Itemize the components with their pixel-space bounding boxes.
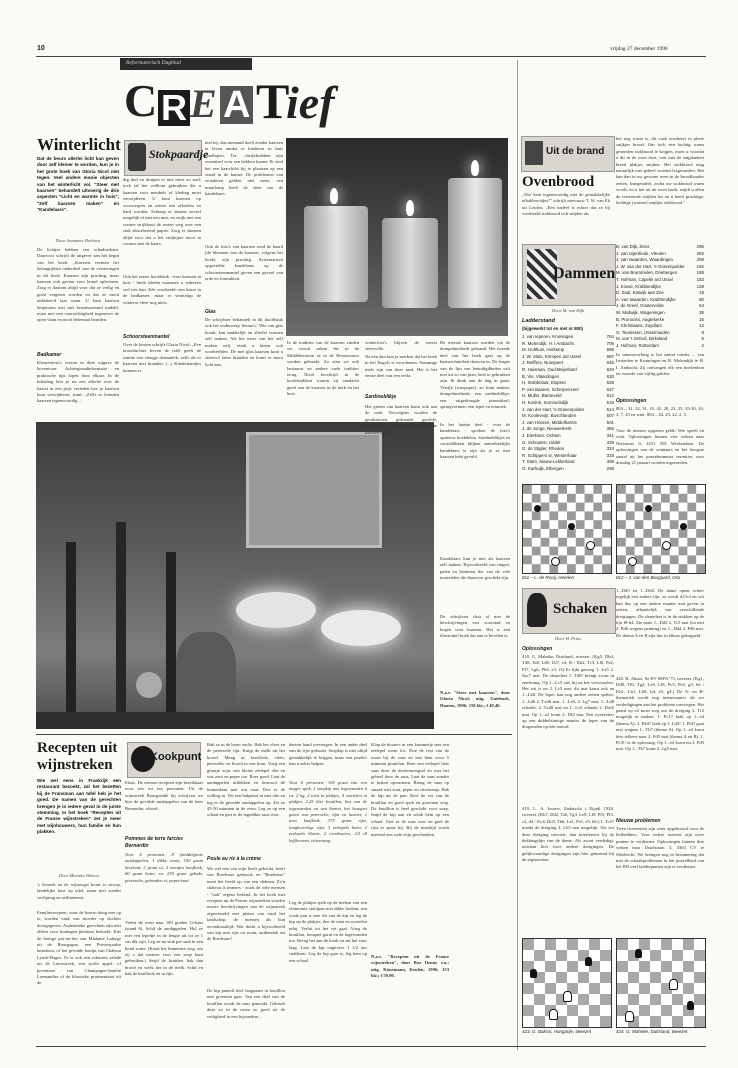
ladder-name: R. Huisman, Oud-Beijerland: [522, 366, 577, 372]
ladder-row: [616, 244, 704, 251]
ladder-score: 630: [606, 373, 614, 379]
ladder-name: J. Hofman, Rotterdam: [616, 342, 659, 348]
schaken-logo: [522, 588, 616, 634]
ladder-score: 687: [606, 353, 614, 359]
logo-letter-t: T: [256, 73, 290, 129]
ladder-name: G. de Stigter, Rheden: [522, 446, 565, 452]
kookpunt-recipe: Voor 4 personen: 8 (middelgrote aardappelen, 1 dikke room, 100 gram bieslook, 2 gram ui, 2 teentjes knoflook, 60 gram boter, ca. 250 gram gehakt, peterselie, gebraden ei, peper/zout: [125, 852, 203, 883]
candle-center-flame: [406, 200, 414, 216]
ladder-score: 308: [606, 459, 614, 465]
middle-body2: Ook de foto's van kaarsen rond de haard (de bloemen van de kaarsen, volgens het boek) zijn prachtig. Systematisch opgestelde kandelaars op de schoorsteenmantel geven een gevoel van orde en formaliteit.: [205, 244, 283, 282]
ladder-score: 612: [606, 393, 614, 399]
ladder-row: [616, 284, 704, 291]
dammen-note: In samenwerking is het aantal rondes ... van Iwaarden te Kruiningen en R. Molendijk te H. I. Ambacht. Zij ontvangen elk een boekenbon ter waarde van vijftig gulden.: [616, 352, 704, 377]
ladder-row: [616, 257, 704, 264]
ladder-name: J. W. Sluis, Krimpen a/d IJssel: [522, 353, 582, 359]
ladder-score: 514: [606, 406, 614, 412]
bottom-rule: [36, 1046, 706, 1047]
uit-de-brand-logo: [521, 136, 615, 172]
ladder-name: A. van Iwaarden, Krabbendijke: [616, 296, 676, 302]
ladder-row: [522, 407, 614, 414]
recepten-title: Recepten uit wijnstreken: [37, 740, 118, 773]
ladder-name: J. van Uijterlinde, Vleuten: [616, 250, 666, 256]
ladder-score: 208: [696, 257, 704, 263]
candles-photo-large: [36, 422, 434, 729]
ladder-name: H. Stobbelaar, Elspeet: [522, 380, 566, 386]
middle-sub-glas: Glas: [205, 309, 216, 315]
ladder-row: [522, 374, 614, 381]
stokpaardje-sub: Schoorsteenmantel: [123, 334, 170, 340]
chess-piece: [625, 1011, 634, 1022]
ladder-score: 18: [699, 290, 704, 296]
ladder-row: [616, 317, 704, 324]
piece: [586, 541, 595, 550]
logo-letter-c: C: [124, 75, 158, 126]
ladder-score: 341: [606, 432, 614, 438]
winterlicht-sub-badkamer: Badkamer: [37, 352, 62, 358]
ladder-name: G. Schouten, Uddel: [522, 439, 561, 445]
ladder-score: 36: [699, 309, 704, 315]
schaken-col2: 1...Dd5 en 1...Dd4. De dame opent echter regelijk een andere lijn, zo wordt d2-b4 en wit kan dus op een andere manier mat geven in zetten, afhankelijk van verschillende dreigingen. De sleutelzet is in de stukken op de lijn f8-b4. Zie mate 1...Dd3 2. Tc5 mat (en niet 2. Pd6 wegens penning) en 1...Dd4 2. Pd6 mat. De thema A en B zijn dus in elkaar gekoppeld.: [616, 588, 704, 638]
kookpunt-body2: Verhit de oven naar 180 graden Celsius (stand 6). Schil de aardappelen. Hol ze met een lepeltje in de lengte uit tot ze 1 cm dik zijn. Leg ze nu stuk per stuk in een koud water. (Kook het binnenste weg, om zij a dat meteen voor een soep kunt gebruiken.) Snijd de kruiden, bak dan brood en week het in de melk. Schil en hak de knoflook en ui fijn.: [125, 920, 203, 977]
ladder-row: [616, 251, 704, 258]
kookpunt-col3b: Voor 6 personen: 100 gram van een mager spek, 1 soepkip met ingewanden à ca. 2 kg, 2 uien in plakjes, 4 wortelen in plakjes, 2,25 liter bouillon, bos van de ingewanden en wat bonen, het bouquet garni van peterselie, tijm en laurier, 1 teen knoflook, 375 gram rijst, langkorrelige rijst, 3 eetlepels boter, 2 eetlepels bloem, 2 eierdooiers, 2,5 dl koffieroom, citroensap.: [289, 780, 367, 843]
ladder-score: 296: [696, 244, 704, 249]
ladder-row: [522, 459, 614, 466]
chess-diagram-424: [616, 938, 706, 1028]
candle-left-flame: [330, 188, 338, 204]
recepten-byline: Door Mariska Welters: [58, 873, 100, 878]
ladder-row: [616, 323, 704, 330]
draughts-board-811: [522, 484, 612, 574]
ladder-name: J. van Iwaarden, Waardingen: [616, 257, 673, 263]
candle-right: [448, 178, 502, 308]
ladder-score: 282: [696, 250, 704, 256]
ladder-row: [522, 347, 614, 354]
candle-left: [304, 206, 368, 302]
ladder-name: J. Reiffers, Nunspeet: [522, 360, 563, 366]
ladder-name: J. W. van der Hart, 's-Gravenpolder: [616, 263, 685, 269]
ladder-row: [616, 310, 704, 317]
ladder-row: [522, 393, 614, 400]
ladder-name: F. Christiaans, Zuydlam: [616, 323, 662, 329]
chess-piece: [530, 969, 537, 978]
ladder-row: [522, 360, 614, 367]
chess-piece: [635, 949, 642, 958]
kookpunt-logo: [127, 742, 201, 778]
ladder-score: 339: [606, 439, 614, 445]
logo-letter-a: A: [220, 86, 253, 124]
ladder-row: [616, 303, 704, 310]
ladder-score: 6: [701, 336, 704, 342]
ladder-subtitle: (bijgewerkt tot en met nr 800): [522, 326, 583, 331]
ladder-name: J. van Hooren, Middelharnis: [522, 419, 577, 425]
winterlicht-body2: Kleurenfoto's voeren in deze uitgave de boventoon. Achtergrondinformatie en praktische tips lopen door elkaar. In de inleiding lees je nu een allerlei over de kaarst in een prijs verleden hoe je kaarsen kunt verwijderen, want: „Zelfs er branden kaarsen tegenwoordig ...: [37, 360, 119, 404]
ladder-name: G. Karhuijk, Elbergen: [522, 465, 564, 471]
ladder-score: 80: [699, 296, 704, 302]
chess-piece-icon: [527, 593, 547, 627]
schaken-body: 418. G. Mahnke, Duisland, tweezet. (Kg5, Db4, Td8, Ta8, Ld8, Lb7, e4, f6 / Kb2, Tc3, Lf8, Pe2, Pf7, Lg6, Ph5, e3, f3) Er lijkt genoeg 1...Le5 2. Sac7 mat. De sleutelzet 1. Td8! brengt zwart in zetdwang. Op 1...Lc5 ziet hij na het verwisselen. Het wit is nu 2. Lc5 mat, dit mat komt ook na 1...Lb8. De loper kan nog andere zetten spelen: 1...Ld6 2. Txd6 mat, 1...Le6, 2. Lg7 mat, 1...Ld8 schaakt. 2. Txd8 mat en 1...Lc6 schaakt 2. Dxf6 mat. Op 1...e2 komt 2. Df2 mat. Een tweezetter op een dubbelzinnige manier de loper van de diagonalen op één aanval.: [522, 654, 614, 730]
logo-letter-r: R: [158, 90, 190, 126]
schaken-logo-text: Schaken: [553, 601, 608, 617]
ladder-name: B. van Dijk, Zeist: [616, 244, 649, 249]
ladder-row: [522, 334, 614, 341]
ladder-name: P. van Baaren, Scherpenzeel: [522, 386, 579, 392]
piece: [662, 541, 671, 550]
candle-right-flame: [471, 160, 479, 176]
kaarsen-col2g: De schrijfster sluit af met de beschrijvingen van voorraad en kopen voor kaarsen. Het is een illustratief boek dat aan te bevelen is.: [440, 614, 510, 639]
stokpaardje-body: dig titel en druipen er niet meer zo snel, toch tal het welkom gebruiken die u kaarsen voor meubels of kleding moet verwijderen. U kunt kaarsen op voorwerpen en zetten een afkoelen en hard worden. Schraap er daarna zoveel mogelijk af met een mes, en strijk met een warme strijkbout de resten weg over een stuk absorberend papier. Zorg er daarom altijd voor dat u het strijkijzer nooit in contact met de kaars.: [123, 177, 201, 247]
draughts-board-812: [616, 484, 706, 574]
apple: [136, 672, 162, 698]
brand-icon: [525, 141, 543, 165]
ladder-row: [616, 336, 704, 343]
board-caption-812: 812 – J. van den Bosgaard, Oss: [616, 575, 681, 580]
ladder-row: [522, 413, 614, 420]
window-frame: [246, 432, 382, 548]
ladder-score: 15: [699, 316, 704, 322]
kookpunt-logo-text: Kookpunt: [150, 751, 202, 763]
ladder-score: 188: [696, 270, 704, 276]
schaken-recipe-source: N.a.v. "Recepten uit de Franse wijnstreken", door Roz Denny e.a.; uitg. Könemann, Keulen, 1996; 153 blz.; f 59,90.: [371, 954, 449, 979]
masthead-paper: Reformatorisch Dagblad: [126, 60, 181, 66]
winterlicht-intro: Dat de beurs allerlei licht kan geven door zelf kleiner te worden, kun je in het grote boek van Gloria Nicol niet tegen. Veel andere mooie objecten van het winterlicht vol. "Steer met kaarsen" behandelt uitvoerig de drie aspecten "Licht en warmte in huis", "Zelf kaarsen maken" en "Kandelaars".: [37, 156, 119, 213]
kaarsen-sub-sardineblikje: Sardineblikje: [365, 394, 397, 400]
chess-piece: [563, 991, 572, 1002]
ladder-name: J. van der Hart, 's-Gravenpolder: [522, 406, 585, 412]
kaarsen-col2f: Kandelaars kun je met als kaarsen zelf maken. Bijvoorbeeld van ringen, palen en bladeren die van de vele materialen die daarvoor geschikt zijn.: [440, 556, 510, 581]
ladder-name: J. de Greef, Oostervolde: [616, 303, 664, 309]
ladder-score: 298: [606, 465, 614, 471]
schaken-col2c: Twee tweezetten zijn weer opgebouwd voor de liefhebbers. Voor iedere tweezet zijn twee punten te verdienen. Oplossingen binnen drie weken naar IJsselstraat 3, 3363 CV te Sliedrecht. We brengen nog in herinnering dat met de schaakproblemen in het puzzelblad van het RD veel ladderpunten zijn te verdienen.: [616, 826, 704, 870]
candle-center: [382, 218, 438, 308]
ladder-row: [522, 466, 614, 473]
bowl-candle-left: [236, 592, 316, 628]
piece: [628, 557, 637, 566]
dammen-logo-text: Dammen: [553, 265, 616, 282]
ladder-score: 128: [696, 283, 704, 289]
ladder-name: R. Schippers sr, Westerhaar: [522, 452, 577, 458]
ladder-row: [522, 426, 614, 433]
schaken-body3: 419. L. A. Issaew, Zadatschi i Etjudi 1928, tweezet. (Kb7, Dd2, Ta6, Tg3, Le8, Lf8, Pf5, Pf3, c2, d4 / Kc4, Dc8, Tb6, La1, Pe1, e5, h6.) 1. Tc5? maakt de dreiging 2. Lb5 mat mogelijk. Als wit deze dreiging uitvoert, dan interfereert hij de dekkingslijn van de dame. Als zwart verdedigt, ontstaat hier twee andere dreigingen. De gelijkwaardige dreigingen zijn hier genoemd bij de tegenzetten.: [522, 806, 614, 863]
ladder-name: M. van 't Geloof, Dirksland: [616, 336, 668, 342]
kaarsen-source: N.a.v. "Steer met kaarsen", door Gloria Nicol; uitg. Unieboek, Houten, 1996; 159 blz.; f 49,40.: [440, 690, 510, 708]
dammen-opl: 803 – 31, 32, 31, 10, 42, 28, 23, 25, 35-30, 10, 3, 7, 43 en wint. 804 – 44, 23, 22, 2, 5.: [616, 406, 704, 418]
ladder-row: [522, 420, 614, 427]
ladder-name: H. Konink, Sommelsdijk: [522, 399, 569, 405]
kookpunt-col3c: Leg de plakjes spek op de bodem van een vlamvaste stoofpan met dikke bodem, een ovale pan is zeer dit van de kip en leg de kip op de plakjes, doe de uien en wortelen erbij. Verhit tot het vet gaat. Voeg de bouillon, bouquet garni en de ingewanden toe. Breng het aan de kook en zet het vuur laag. Laat de kip ongeveer 1 1/2 uur sudderen. Leg de kip gaar is, leg hem op een schaal.: [289, 900, 367, 963]
ladder-score: 183: [696, 276, 704, 282]
ladder-name: W. Muilwijk, Wageningen: [616, 309, 665, 315]
kookpunt-col2c: De kip puntelt heel langzaam in bouillon met groenten gaar. Van een deel van de bouillon wordt de saus gemaakt. Gebruik deze zo in de room zo goed tot de vettigheid in een bijzondere...: [207, 988, 285, 1019]
kookpunt-col3: deeren hand toevoegen. In een ander deel van de rijst gekookt. Soepkip is niet altijd gemakkelijk te krijgen, maar een poelier kan u zeker helpen.: [289, 742, 367, 767]
ladder-name: J. Dierksen, Ochten: [522, 432, 561, 438]
dammen-logo: [522, 244, 616, 306]
ladder-name: M. Kooleveijn, Boschlanden: [522, 413, 577, 419]
chess-piece: [585, 957, 592, 966]
ladder-row: [522, 400, 614, 407]
ladder-row: [522, 367, 614, 374]
kookpunt-sub2: Poule au riz à la crème: [207, 856, 261, 862]
ladder-row: [522, 440, 614, 447]
ladder-score: 627: [606, 386, 614, 392]
piece: [645, 505, 652, 512]
kaarsen-col2b: Na een dan kun je merken dat het boek in het Engels is verschenen. Sommige titels zijn van deze aard. Het is het eerste deel van een reeks.: [365, 354, 437, 379]
ladder-score: 12: [699, 323, 704, 329]
kaarsen-col2e: In het laatste deel - over de kandelaars - spreken de foto's opnieuw boekdelen. Sardineblikjes en cacaoblikken blijken aantrekkelijke kandelaars te zijn als je ze met kaarsen hebt gevuld.: [440, 422, 510, 460]
ladder-score: 501: [606, 419, 614, 425]
chess-piece: [669, 979, 678, 990]
stokpaardje-body3: Over de kosten schrijft Gloria Nicol: „Een kroonluchter boven de tafel geeft de ruimte een vleugje dramatiek, zelfs als er kaarsen niet branden. (...) Kinderhandjes kunnen er: [123, 342, 201, 373]
recepten-body: 's Avonds na de wijnoogst komt er stroop, landelijke kost op tafel, maar niet zonder verfijning en raffinement.: [37, 882, 121, 900]
stokpaardje-logo: [124, 140, 209, 176]
chess-caption-423: 423. G. Bakcsi, Hongarije, tweezet: [522, 1029, 592, 1034]
ladder-score: 634: [606, 366, 614, 372]
schaken-byline: Door H. Prins: [555, 636, 581, 641]
ladder-name: B. Pronooss, Aagtekerke: [616, 316, 665, 322]
kookpunt-body: Elzas. De meeste recepten zijn bereikbaar voor iets tot ten personen. Uit de wijnstreek Bourgondië bij schrijven we hier de gevulde aardappelen van de heer Bernardin, oftwel:: [125, 780, 203, 811]
ladder-score: 64: [699, 303, 704, 309]
ladder-score: 688: [606, 347, 614, 353]
kookpunt-col2b: We wel een van wijn heeft gekookt, heeft van Bordeaux gehoord, en "Bordeaux" moet het beeld op van een château. Zo'n château is immers - zoals de vele mensen - "ook" ergens bekend. In het boek met recepten uit de Franse wijnstreken worden mooie beschrijvingen van de wijnstreek afgewisseld met platen van rond het landschap, de mensen als hun avondmaaltijd. Wat dacht u bijvoorbeeld van kip met rijst en room, authentiek uit de Bordeaux?: [207, 866, 285, 942]
ladder-row: [522, 453, 614, 460]
chess-piece: [687, 1001, 694, 1010]
ladder-name: J. de Jonge, Nieuwerkerk: [522, 426, 572, 432]
chess-diagram-423: [522, 938, 612, 1028]
ladder-name: J. van Ieperen, Kruiningen: [522, 334, 574, 339]
ladder-name: T. Hofman, Capelle a/d IJssel: [616, 276, 674, 282]
stokpaardje-logo-text: Stokpaardje: [149, 147, 209, 161]
dammen-byline: Door M. van Dijk: [552, 308, 584, 313]
ladder-name: M. van Brummelen, Driebergen: [616, 270, 678, 276]
kookpunt-sub: Pommes de terre farcies Bernardin: [125, 836, 184, 849]
ladder-row: [616, 270, 704, 277]
mid-rule: [36, 734, 512, 735]
piece: [551, 557, 560, 566]
ladder-name: R. Molendijk, H. I Ambacht: [522, 340, 574, 346]
ladder-name: J. Kosse, Krabbendijke: [616, 283, 661, 289]
ladder-row: [522, 446, 614, 453]
schaken-body2: Klap de dooiers in een kommetje met een eetlepel room los. Doe de rest van de room bij de saus en laat hem circa 5 minuten pruttelen. Roer een eetlepel hete saus door de dooiermengsel en roer het geheel door de saus. Laat de saus zonder te koken opwarmen. Breng de saus op smaak met zout, peper en citroensap. Hak de kip uit de pan. Kerf de vet van de bouillon en goed spek en groenten weg. De bouillon is heel geschikt voor soep. Snijd de kip aan en schik hem op een schaal. Giet er de saus over en geef de rijst er apart bij. Bij de maaltijd wordt meestal een rode wijn geschonken.: [371, 742, 449, 837]
ladder-score: 192: [696, 263, 704, 269]
stokpaardje-icon: [128, 143, 146, 171]
ladder-row: [616, 343, 704, 350]
ladder-title: Ladderstand: [522, 318, 556, 324]
winterlicht-byline: Door Jeannette Deelstra: [55, 238, 101, 243]
ladder-score: 628: [606, 380, 614, 386]
winterlicht-title: Winterlicht: [37, 135, 121, 154]
table-top: [36, 712, 434, 729]
piece: [680, 523, 687, 530]
ladder-score: 518: [606, 399, 614, 405]
candelabra-left: [66, 542, 76, 712]
masthead-logo: [124, 72, 424, 130]
ladder-name: G. Teunissen, IJsselmuiden: [616, 329, 670, 335]
ladder-score: 507: [606, 413, 614, 419]
dammen-opl2: Voor de nieuwe opgaven geldt: Wie speelt en wint. Oplossingen binnen vier weken naar Nettstraat 9, 4251 ND Werkendam. De oplossingen van de winnaars en het hoogste aantal uit het puzzelnummer rezenties voor dinsdag 21 januari worden ingezonden.: [616, 428, 704, 466]
ladder-score: 2: [701, 342, 704, 348]
board-caption-811: 811 – L. de Rooij, Heerlen: [522, 575, 574, 580]
ladder-row: [522, 341, 614, 348]
winterlicht-body: De lichtjes hebben een schaduwkant. Daarvoor schrijft de uitgever aan het begin van het boek: „Kaarsen vormen het belangrijkste onderdeel van de versieringen in dit boek. Kaarsen zijn prachtig, maar kaarsen ook gevaar voor brand opleveren. Zorg er daarom altijd voor dat ze veilig en goed vergeten worden en dat ze nooit onbeheerd laat staan. U kunt kaarsen bespeuren niet met brandwaarand middel, maar met een voorzichtigheid tegenover de open vlam en nooit helemaal branden.: [37, 247, 119, 323]
bowl-candle-right: [321, 610, 401, 646]
ladder-score: 645: [606, 360, 614, 366]
logo-letter-e: E: [190, 81, 217, 126]
ladder-score: 764: [606, 334, 614, 339]
ovenbrood-body2: het nog warm is, dit vaak resulteert in platte snijkjes brood. Om toch een luchtig warm gesneden stokbrood te krijgen, moet u voordat u dit in de oven doet, vast met de snijplanken breed plakjes snijden. Het stokbrood mag natuurlijk niet geheel worden losgesneden. Het kan dan in uw gewone oven in de broodhouder zetten. Integendeel, zodra uw stokbrood warm wordt, en u het uit de oven haalt, snijdt u allen de resterende snijden los en u heeft prachtige, luchtige (warme) snijdjes stokbrood.": [616, 136, 704, 206]
ladder-row: [616, 297, 704, 304]
ladder-row: [616, 264, 704, 271]
ladder-row: [522, 354, 614, 361]
ladder-row: [616, 290, 704, 297]
piece: [568, 523, 575, 530]
ladder-score: 324: [606, 446, 614, 452]
ladder-name: T. Stam, Nieuw-Lekkerland: [522, 459, 575, 465]
vase: [176, 632, 236, 712]
ladder-list-2: [616, 244, 704, 350]
ladder-score: 318: [606, 452, 614, 458]
ovenbrood-body: „Wie kent tegenwoordig niet de gemakkelijke afbakbroodjes?" schrijft mevrouw T. W. van Ek uit Leiden. „Een nadeel is echter dat ze bij voorbeeld stokbrood wilt snijden als: [522, 192, 610, 217]
ladder-score: 355: [606, 426, 614, 432]
middle-body3: De schrijfster behandelt in dit hoofdstuk ook het onderwerp 'thema's'. Wie van glas houdt, kan makkelijk en allerlei vormen zelf maken. Als het meer van het zelf maken wilt, vindt u hierin ook voorbeelden. De met glas kaarsen kunt u sfeervol laten branden en komt er mooi licht aan.: [205, 317, 283, 367]
ladder-row: [616, 330, 704, 337]
schaken-col2b: 420. H. Ahues, Se EV SEPA '75, tweezet. (Kg1, Dd8, Tf6, Tg2, Le8, Lf8, Pc5, Pe2, g3, h6 / Kh1, Lb1, Lb8, b4, e5, g4.) De A- en B-thematiek wordt nog interessanter als we verdedigingen aan het probleem toevoegen. Het paard op e2 moet weg om de dreiging 2. Tf2 mogelijk te maken. 1. Pc1? faalt op 1...e4 (thema A). 1. Pd4? faalt op 1. Ld3! 1. Pf4? gaat niet wegens 1...Tb7 (thema A). Op 1...e4 komt hier telkens naar 2. Pd5 mat (thema A en B). 1. Pc3!! is de oplossing. Op 1...e4 komt nu 2. Pd5 mat. Op 1...Tb7 komt 2. Lg5 mat.: [616, 676, 705, 752]
candelabra-mid: [116, 522, 126, 712]
ladder-name: H. Muller, Barneveld: [522, 393, 562, 399]
ovenbrood-title: Ovenbrood: [522, 174, 595, 190]
kookpunt-col2: Bak ze in de boter zacht. Hak het vlees en de peterselie fijn. Knijp de melk uit het brood. Meng ui, knoflook, vlees, peterselie en brood in een kom. Voeg een glaasje wijn, een kleine eetlepel olie en wat zout en peper toe. Roer goed. Laat de aardappelen uitlekken en bestrooi de binnenkant met wat zout. Doe er de vulling in. Vet een bakplaat in met olie en leg er de gevulde aardappelen op. Zet ze 45-50 minuten in de oven. Leg ze op een schaal en giet er de ingedikte saus over.: [207, 742, 285, 818]
chess-caption-424: 424. G. Mahnke, Duitsland, tweezet: [616, 1029, 688, 1034]
kaarsen-col2: winterfoto's blijven de meest sfeervolle.: [365, 340, 437, 352]
ladder-name: D. Zaal, Katwijk aan Zee: [616, 290, 664, 296]
recepten-intro: Wie wel eens in Frankrijk een restaurant bezoekt, zal het bezetten bij de Fransman aan tafel heb je het goed. De namen van de gerechten brengen je in iedere geval in de juiste stemming. In het boek "Recepten uit de Franse wijnstreken" zet je meer met wijnhouwers, hun familie en hun plakken.: [37, 778, 121, 835]
ladder-name: M. Holthuis, Herkamp: [522, 347, 565, 353]
ladder-row: [522, 380, 614, 387]
stokpaardje-body2: Ook het eerste hoofdstuk - over kaarsen in huis - biedt ideeën waarmee u iedereen wel iets kan. Eén voorbeeld: een kaars in de badkamer; maar er vernietigt de winterse sfeer nog niets.: [123, 274, 201, 305]
logo-letter-ief: ief: [286, 77, 335, 128]
kaarsen-col2d: Het gieten van kaarsen komt ook aan de orde. Vervolgens worden de geurkaarsen, gedraaide, gerolde, decoratieve, gekleurde en gesplitste kaarsen belicht.: [365, 404, 437, 435]
right-column-rule: [517, 60, 518, 1050]
schaken-sub-nieuwe: Nieuwe problemen: [616, 818, 661, 824]
page-number: 10: [37, 45, 45, 52]
top-rule: [36, 56, 706, 57]
chess-piece: [549, 1009, 558, 1020]
schaken-opl-title: Oplossingen: [522, 646, 553, 652]
ladder-list: [522, 334, 614, 472]
candles-photo-top: [286, 138, 508, 336]
ladder-row: [616, 277, 704, 284]
ladder-score: 706: [606, 340, 614, 346]
kaarsen-col2c: De meeste kaarsen worden via de dompelmethode gebrand. Het tweede deel van het boek gaat op de basistechnieken daarvan in. De lengte van de lijn van benodigdheden valt niet uit zo van plan, heet te gebruiken zijn. Ik denk aan de dag in gaan. Verrijk (waxpaper), zo kunt maken; dompelmethode; een sardineblikje; een uitgedroogde piramidaal; springvormen; een lepel en tonnoek.: [440, 340, 510, 410]
ladder-row: [522, 387, 614, 394]
piece: [534, 505, 541, 512]
recepten-body2: Familierecepten, waar de boerin dung met op is, worden vaak van moeder op dochter doorgegeven. Authentieke gerechten zijn niet alleen voor koningen plaatsen bedoeld. Kits de hartige pot-au-feu van Madame Lafarge uit de Bourgogne, een Provençaalse lamsbout, of het gevulde konijn van Château Lynch-Bages. Er is ook een robuuste salade uit de Loirestreek, een stoffe appel- of perentaart van Champagne-familie Larmandier of de klassieke pruimentaart uit de: [37, 910, 121, 986]
page-date: vrijdag 27 december 1996: [610, 46, 668, 52]
ladder-name: B. Vis, Vlaardingen: [522, 373, 560, 379]
middle-body: niet bij, dus niemand hoeft zonder kaarsen te leven omdat er kinderen in huis rondlopen. Ter: „Strijkkrabben zijn essentieel voor een heldere kamer. Ik vind het een kaarslicht bij te plaatsen op een wand in de kamer. De problemen van wonderen gelden niet meer, een muurlamp heeft de sfeer van de kandelaars.: [205, 140, 283, 197]
uit-de-brand-logo-text: Uit de brand: [546, 146, 605, 157]
dammen-opl-title: Oplossingen: [616, 398, 647, 404]
ladder-row: [522, 433, 614, 440]
kaarsen-body: In de tradities van de kaarsen vinden we vooral zaken die in de Middeleeuwen of in de Renaissance werden gebruikt. Zo zien we ook lantaarns en andere oude tradities terug. Nicol beschrijft in de hoofdstukken waarin zij aandacht geeft aan de kaarsen in de kerk en het huis.: [287, 340, 359, 397]
ladder-score: 8: [701, 329, 704, 335]
candelabra-right: [166, 552, 176, 712]
